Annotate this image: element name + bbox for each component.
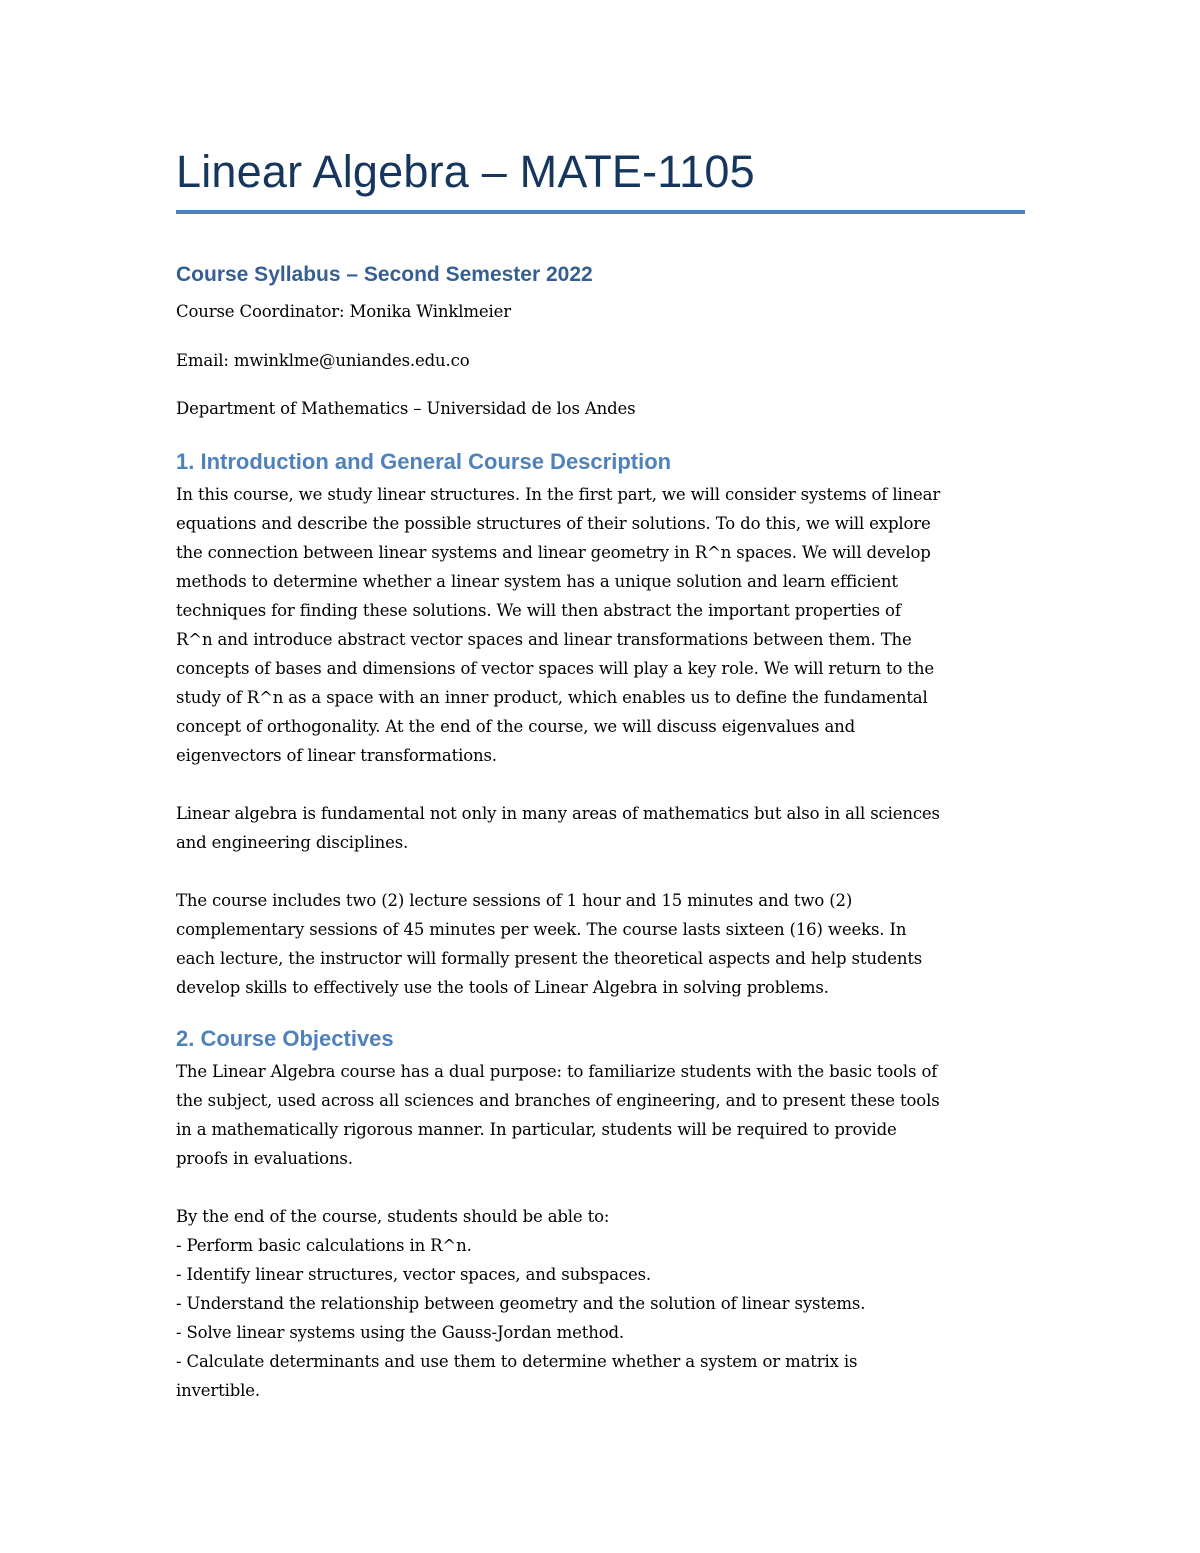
- email-line: Email: mwinklme@uniandes.edu.co: [176, 351, 470, 370]
- coordinator-line: Course Coordinator: Monika Winklmeier: [176, 302, 511, 321]
- list-item-continuation: invertible.: [176, 1381, 260, 1400]
- paragraph-line: each lecture, the instructor will formally present the theoretical aspects and help students: [176, 949, 923, 968]
- paragraph-line: methods to determine whether a linear system has a unique solution and learn efficient: [176, 572, 898, 591]
- paragraph-line: The course includes two (2) lecture sessions of 1 hour and 15 minutes and two (2): [176, 891, 853, 910]
- department-line: Department of Mathematics – Universidad de los Andes: [176, 399, 636, 418]
- document-subtitle: Course Syllabus – Second Semester 2022: [176, 263, 593, 286]
- document-title: Linear Algebra – MATE-1105: [176, 146, 755, 197]
- list-item: - Understand the relationship between geometry and the solution of linear systems.: [176, 1294, 866, 1313]
- paragraph-line: develop skills to effectively use the tools of Linear Algebra in solving problems.: [176, 978, 829, 997]
- paragraph-line: concepts of bases and dimensions of vector spaces will play a key role. We will return to the: [176, 659, 934, 678]
- paragraph-line: equations and describe the possible structures of their solutions. To do this, we will explore: [176, 514, 931, 533]
- paragraph-line: the connection between linear systems and linear geometry in R^n spaces. We will develop: [176, 543, 931, 562]
- paragraph-line: complementary sessions of 45 minutes per week. The course lasts sixteen (16) weeks. In: [176, 920, 907, 939]
- title-underline-rule: [176, 210, 1025, 214]
- paragraph-line: study of R^n as a space with an inner product, which enables us to define the fundamental: [176, 688, 928, 707]
- section-1-heading: 1. Introduction and General Course Description: [176, 449, 672, 474]
- paragraph-line: in a mathematically rigorous manner. In particular, students will be required to provide: [176, 1120, 897, 1139]
- paragraph-line: and engineering disciplines.: [176, 833, 409, 852]
- section-2-heading: 2. Course Objectives: [176, 1026, 394, 1051]
- paragraph-line: concept of orthogonality. At the end of the course, we will discuss eigenvalues and: [176, 717, 856, 736]
- paragraph-line: In this course, we study linear structures. In the first part, we will consider systems of linear: [176, 485, 941, 504]
- paragraph-line: the subject, used across all sciences and branches of engineering, and to present these tools: [176, 1091, 940, 1110]
- paragraph-line: techniques for finding these solutions. We will then abstract the important properties of: [176, 601, 901, 620]
- list-item: - Perform basic calculations in R^n.: [176, 1236, 472, 1255]
- list-item: - Calculate determinants and use them to determine whether a system or matrix is: [176, 1352, 858, 1371]
- list-item: - Solve linear systems using the Gauss-Jordan method.: [176, 1323, 624, 1342]
- paragraph-line: proofs in evaluations.: [176, 1149, 353, 1168]
- objectives-intro: By the end of the course, students should be able to:: [176, 1207, 610, 1226]
- paragraph-line: R^n and introduce abstract vector spaces and linear transformations between them. The: [176, 630, 912, 649]
- paragraph-line: Linear algebra is fundamental not only in many areas of mathematics but also in all sciences: [176, 804, 940, 823]
- paragraph-line: eigenvectors of linear transformations.: [176, 746, 497, 765]
- list-item: - Identify linear structures, vector spaces, and subspaces.: [176, 1265, 652, 1284]
- paragraph-line: The Linear Algebra course has a dual purpose: to familiarize students with the basic tools of: [176, 1062, 938, 1081]
